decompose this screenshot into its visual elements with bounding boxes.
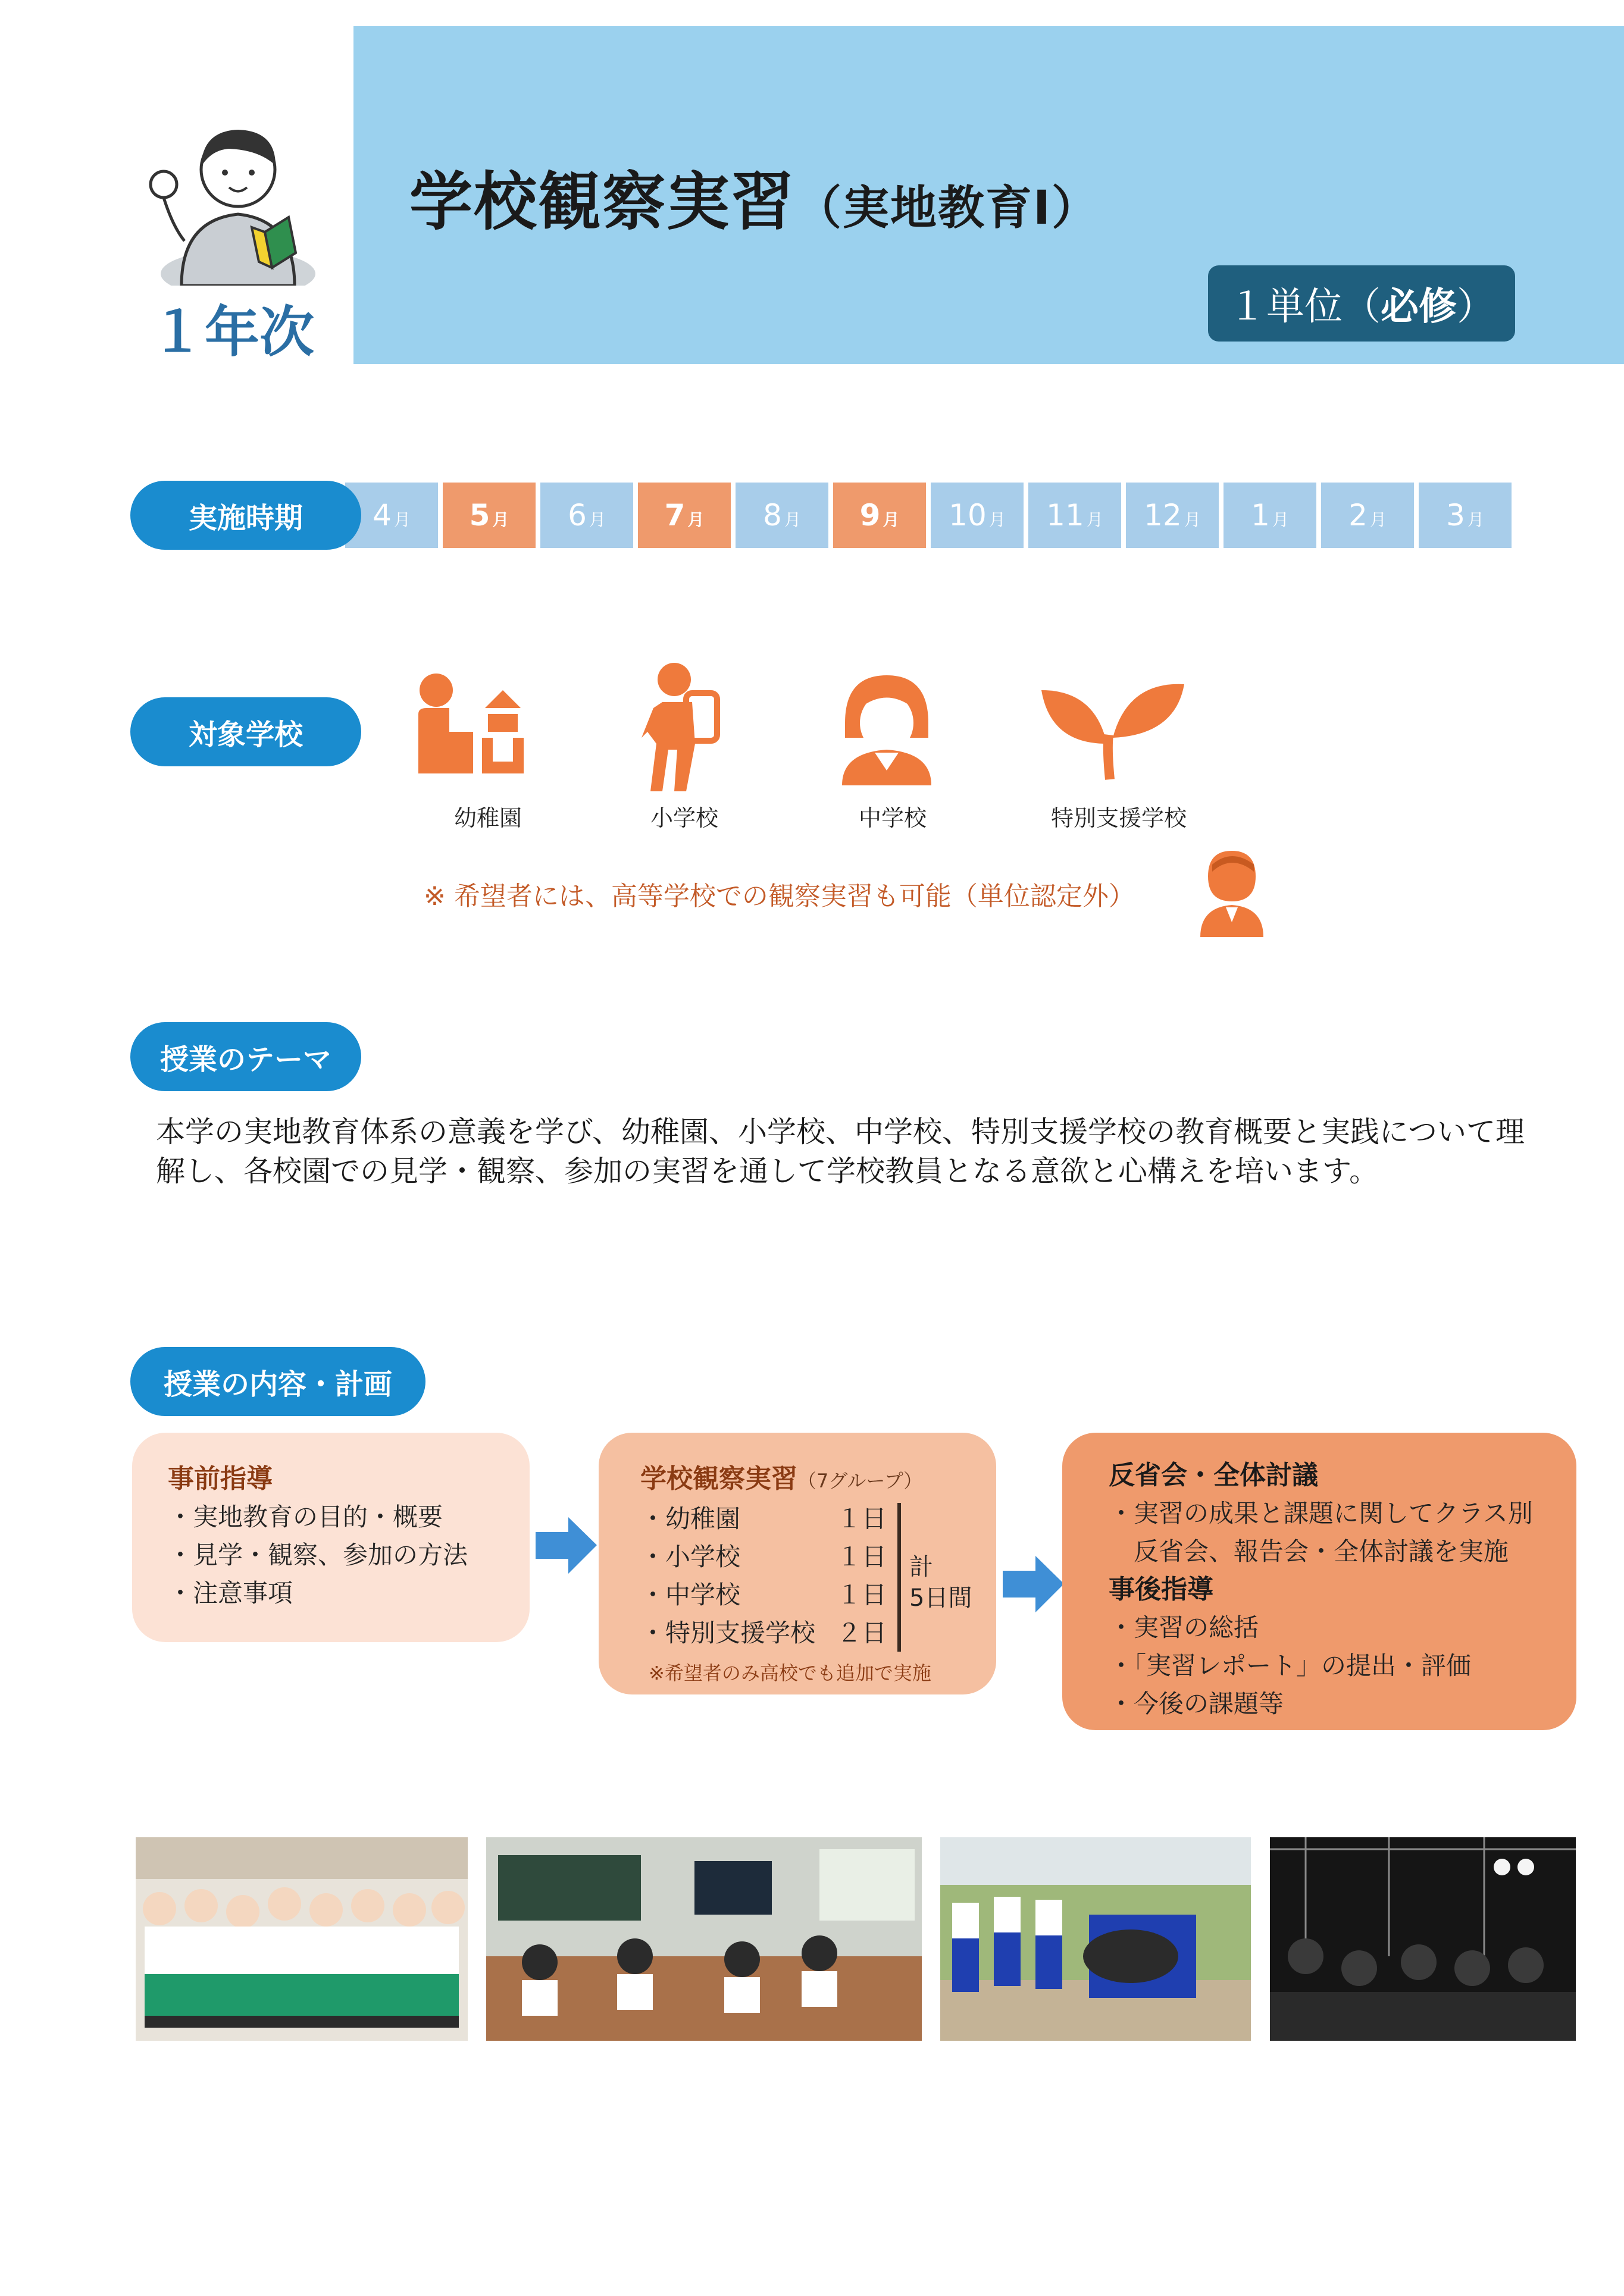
reflection-item: 反省会、報告会・全体討議を実施	[1109, 1537, 1509, 1566]
month-cell: 2 月	[1321, 483, 1414, 548]
kindergarten-blocks-icon	[414, 672, 545, 779]
reflection-title: 反省会・全体討議	[1109, 1460, 1318, 1490]
post-guidance-item: ・今後の課題等	[1109, 1689, 1284, 1718]
practice-title: 学校観察実習（7グループ）	[640, 1464, 923, 1494]
month-cell: 6 月	[540, 483, 633, 548]
practice-row: ・特別支援学校 ２日	[640, 1618, 887, 1647]
practice-row: ・幼稚園 １日	[640, 1504, 887, 1533]
month-cell: 11 月	[1028, 483, 1121, 548]
month-cell: 3 月	[1419, 483, 1512, 548]
kindergarten-children-photo	[136, 1837, 468, 2041]
post-guidance-item: ・「実習レポート」の提出・評価	[1109, 1651, 1472, 1680]
sports-activity-photo	[940, 1837, 1251, 2041]
year-label: １年次	[150, 300, 315, 364]
practice-note: ※希望者のみ高校でも追加で実施	[649, 1662, 931, 1684]
month-cell: 9 月	[833, 483, 926, 548]
month-cell: 4 月	[345, 483, 438, 548]
theme-label: 授業のテーマ	[130, 1022, 361, 1091]
targets-label: 対象学校	[130, 697, 361, 766]
month-cell: 12 月	[1126, 483, 1219, 548]
post-guidance-item: ・実習の総括	[1109, 1613, 1259, 1642]
junior-high-student-icon	[839, 672, 934, 785]
pre-guidance-item: ・実地教育の目的・概要	[168, 1502, 443, 1531]
school-label-kindergarten: 幼稚園	[453, 805, 522, 831]
student-reading-icon	[140, 113, 336, 286]
month-cell: 5 月	[443, 483, 536, 548]
classroom-photo	[486, 1837, 922, 2041]
elementary-student-icon	[636, 660, 731, 794]
practice-total: 計 5日間	[909, 1553, 972, 1612]
arrow-right-icon	[536, 1514, 598, 1577]
practice-row: ・小学校 １日	[640, 1542, 887, 1571]
page-title: 学校観察実習（実地教育Ⅰ）	[409, 165, 1100, 239]
reflection-item: ・実習の成果と課題に関してクラス別	[1109, 1499, 1533, 1528]
month-cell: 10 月	[931, 483, 1024, 548]
schedule-label: 実施時期	[130, 481, 361, 550]
practice-bracket	[897, 1503, 901, 1652]
school-label-elementary: 小学校	[650, 805, 718, 831]
school-label-junior-high: 中学校	[858, 805, 927, 831]
pre-guidance-title: 事前指導	[168, 1464, 273, 1494]
post-guidance-title: 事後指導	[1109, 1574, 1213, 1605]
practice-row: ・中学校 １日	[640, 1580, 887, 1609]
pre-guidance-item: ・見学・観察、参加の方法	[168, 1540, 468, 1570]
page-subtitle: （実地教育Ⅰ）	[795, 181, 1100, 235]
month-cell: 8 月	[736, 483, 828, 548]
plan-label: 授業の内容・計画	[130, 1347, 425, 1416]
concert-photo	[1270, 1837, 1576, 2041]
pre-guidance-item: ・注意事項	[168, 1578, 293, 1608]
sprout-icon	[1038, 678, 1187, 782]
high-school-student-icon	[1199, 848, 1265, 937]
pre-guidance-box	[132, 1433, 530, 1642]
month-cell: 1 月	[1224, 483, 1316, 548]
practice-box	[599, 1433, 996, 1694]
high-school-note: ※ 希望者には、高等学校での観察実習も可能（単位認定外）	[424, 881, 1135, 911]
post-guidance-box	[1062, 1433, 1576, 1730]
practice-group: （7グループ）	[797, 1470, 923, 1492]
month-timeline	[345, 483, 1512, 548]
theme-text: 本学の実地教育体系の意義を学び、幼稚園、小学校、中学校、特別支援学校の教育概要と実践について理解し、各校園での見学・観察、参加の実習を通して学校教員となる意欲と心構えを培います。	[156, 1115, 1525, 1188]
month-cell: 7 月	[638, 483, 731, 548]
arrow-right-icon	[1003, 1553, 1065, 1615]
credit-badge: １単位（ 必修 ）	[1208, 265, 1515, 342]
school-label-special-support: 特別支援学校	[1050, 805, 1187, 831]
